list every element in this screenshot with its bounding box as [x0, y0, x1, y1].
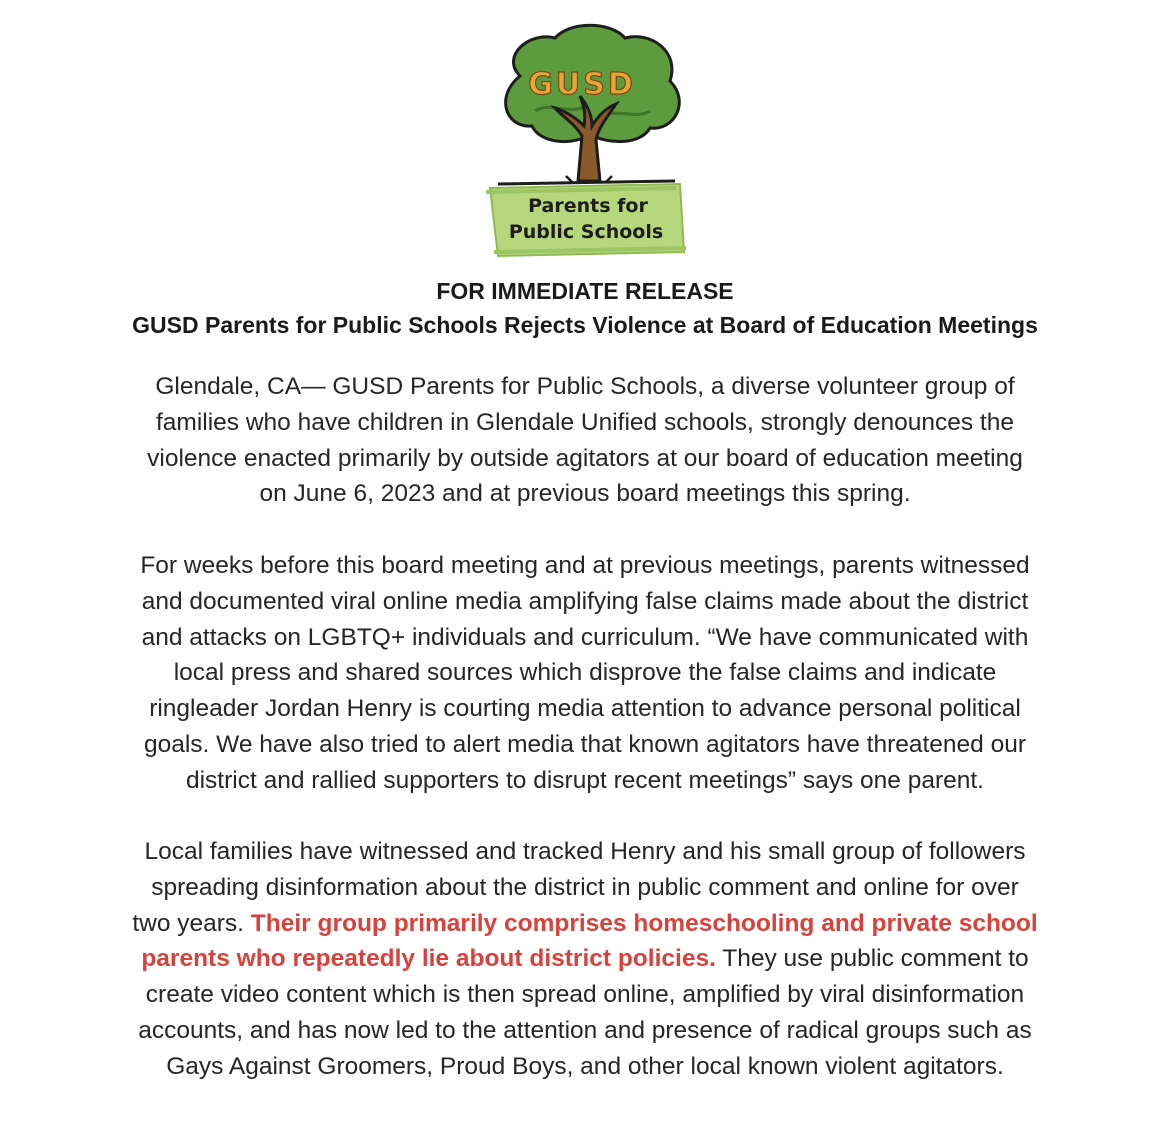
paragraph-line [50, 941, 1120, 977]
paragraph-2 [50, 548, 1120, 799]
paragraph-line: and attacks on LGBTQ+ individuals and curriculum. “We have communicated with [141, 623, 1029, 651]
paragraph-line: create video content which is then spread online, amplified by viral disinformation [145, 981, 1025, 1009]
paragraph-3 [50, 834, 1120, 1085]
paragraph-line: Glendale, CA— GUSD Parents for Public Schools, a diverse volunteer group of [155, 373, 1015, 400]
press-release-title: GUSD Parents for Public Schools Rejects Violence at Board of Education Meetings [132, 312, 1038, 338]
logo-tagline-line2: Public Schools [508, 221, 664, 243]
paragraph-text: two years. [132, 909, 251, 937]
paragraph-line [50, 906, 1120, 942]
logo-tagline-line1: Parents for [528, 195, 648, 217]
paragraph-line: ringleader Jordan Henry is courting media attention to advance personal political [149, 695, 1021, 723]
highlighted-claim: Their group primarily comprises homeschooling and private school [250, 909, 1038, 937]
paragraph-line: Local families have witnessed and tracked Henry and his small group of followers [144, 838, 1026, 865]
paragraph-line: district and rallied supporters to disrupt recent meetings” says one parent. [185, 766, 984, 794]
release-label: FOR IMMEDIATE RELEASE [436, 278, 734, 304]
paragraph-line: goals. We have also tried to alert media that known agitators have threatened our [143, 730, 1027, 758]
paragraph-line: For weeks before this board meeting and at previous meetings, parents witnessed [140, 552, 1030, 579]
gusd-parents-logo [480, 16, 690, 266]
paragraph-line: Gays Against Groomers, Proud Boys, and other local known violent agitators. [166, 1052, 1004, 1080]
paragraph-line: violence enacted primarily by outside agitators at our board of education meeting [147, 444, 1023, 472]
paragraph-line: spreading disinformation about the district in public comment and online for over [151, 873, 1019, 901]
paragraph-line: families who have children in Glendale Unified schools, strongly denounces the [156, 408, 1014, 436]
press-release-header [0, 274, 1170, 342]
highlighted-claim: parents who repeatedly lie about district policies. [141, 945, 716, 973]
paragraph-line: on June 6, 2023 and at previous board meetings this spring. [259, 480, 911, 508]
paragraph-line: local press and shared sources which disprove the false claims and indicate [173, 659, 997, 687]
paragraph-line: and documented viral online media amplifying false claims made about the district [141, 587, 1029, 615]
paragraph-1 [50, 369, 1120, 512]
paragraph-line: accounts, and has now led to the attention and presence of radical groups such as [138, 1016, 1032, 1044]
paragraph-text: They use public comment to [715, 945, 1029, 973]
logo-acronym: GUSD [528, 67, 636, 102]
